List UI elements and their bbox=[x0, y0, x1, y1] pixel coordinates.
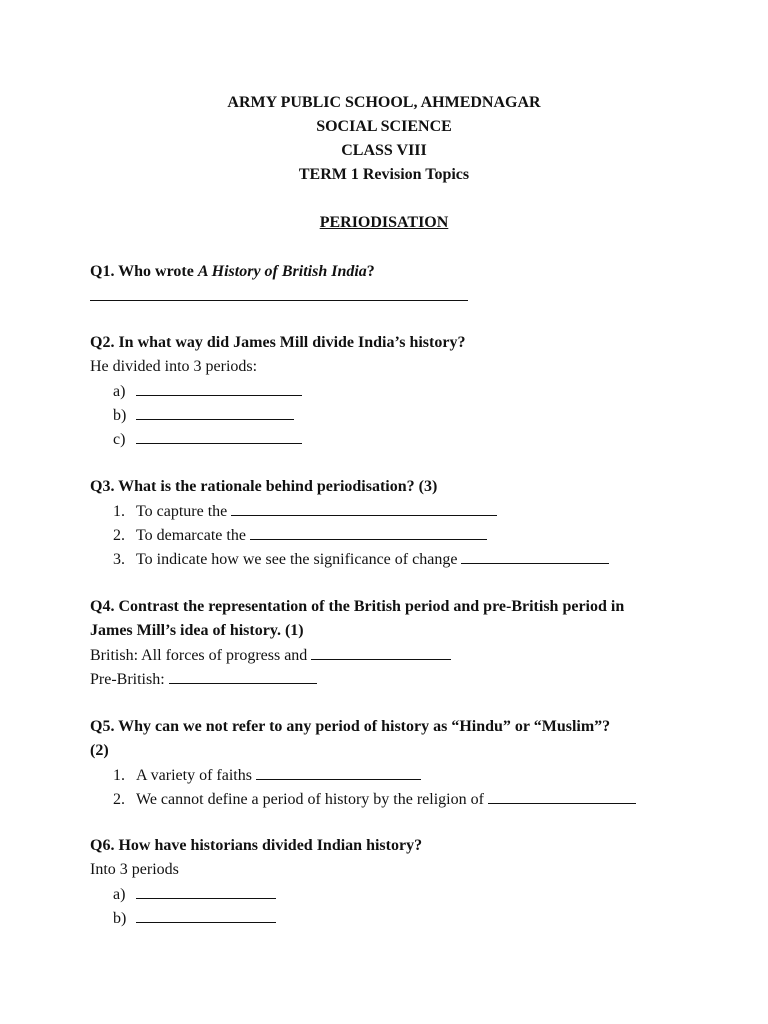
q3-item-2[interactable]: 2. To demarcate the bbox=[113, 525, 487, 546]
q2-item-c[interactable]: c) bbox=[113, 429, 302, 450]
q3-item-1[interactable]: 1. To capture the bbox=[113, 501, 497, 522]
q4-british-answer[interactable]: British: All forces of progress and bbox=[90, 645, 451, 666]
subject-title: SOCIAL SCIENCE bbox=[316, 118, 452, 135]
q4-pre-british-answer[interactable]: Pre-British: bbox=[90, 669, 317, 690]
q6-item-b[interactable]: b) bbox=[113, 908, 276, 929]
q2-question: Q2. In what way did James Mill divide India’s history? bbox=[90, 334, 466, 351]
q6-answer-text: Into 3 periods bbox=[90, 861, 179, 878]
q5-question-line2: (2) bbox=[90, 742, 109, 759]
q4-question-line2: James Mill’s idea of history. (1) bbox=[90, 622, 304, 639]
school-name: ARMY PUBLIC SCHOOL, AHMEDNAGAR bbox=[227, 94, 541, 111]
q5-item-2[interactable]: 2. We cannot define a period of history by the religion of bbox=[113, 789, 636, 810]
topic-heading: PERIODISATION bbox=[319, 214, 449, 231]
q2-item-a[interactable]: a) bbox=[113, 381, 302, 402]
q2-answer-text: He divided into 3 periods: bbox=[90, 358, 258, 375]
q6-item-a[interactable]: a) bbox=[113, 884, 276, 905]
q3-item-3[interactable]: 3. To indicate how we see the significance of change bbox=[113, 549, 609, 570]
q1-answer-blank[interactable] bbox=[90, 286, 468, 307]
q2-item-b[interactable]: b) bbox=[113, 405, 294, 426]
class-title: CLASS VIII bbox=[341, 142, 427, 159]
q4-question-line1: Q4. Contrast the representation of the British period and pre-British period in bbox=[90, 598, 625, 615]
q3-question: Q3. What is the rationale behind periodisation? (3) bbox=[90, 478, 438, 495]
q5-item-1[interactable]: 1. A variety of faiths bbox=[113, 765, 421, 786]
term-title: TERM 1 Revision Topics bbox=[298, 166, 470, 183]
q6-question: Q6. How have historians divided Indian history? bbox=[90, 837, 423, 854]
q1-question: Q1. Who wrote A History of British India? bbox=[90, 263, 375, 280]
q5-question-line1: Q5. Why can we not refer to any period of history as “Hindu” or “Muslim”? bbox=[90, 718, 611, 735]
